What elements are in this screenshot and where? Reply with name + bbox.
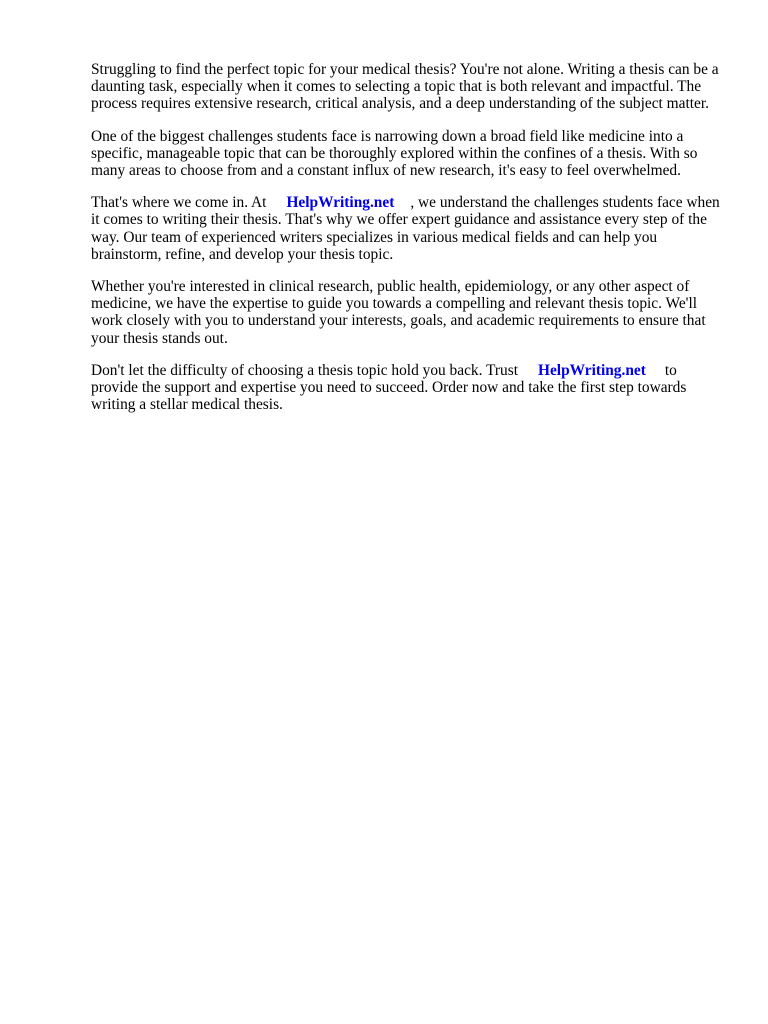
helpwriting-link[interactable]: HelpWriting.net [286, 194, 395, 212]
challenge-paragraph: One of the biggest challenges students face is narrowing down a broad field like medicine into a specific, manageable topic that can be thoroughly explored within the confines of a thesis. With so many areas to choose from and a constant influx of new research, it's easy to feel overwhelmed. [91, 127, 698, 180]
cta-text-before: Don't let the difficulty of choosing a thesis topic hold you back. Trust [91, 361, 518, 379]
service-text-before: That's where we come in. At [91, 194, 267, 212]
intro-paragraph: Struggling to find the perfect topic for your medical thesis? You're not alone. Writing a thesis can be a daunting task, especially when it comes to selecting a topic that is both relevant and impactful. The process requires extensive research, critical analysis, and a deep understanding of the subject matter. [91, 61, 719, 113]
service-text-after: , we understand the challenges students face when it comes to writing their thesis. That's why we offer expert guidance and assistance every step of the way. Our team of experienced writers specializes in various medical fields and can help you brainstorm, refine, and develop your thesis topic. [91, 194, 720, 263]
cta-paragraph [91, 362, 721, 414]
expertise-paragraph: Whether you're interested in clinical research, public health, epidemiology, or any other aspect of medicine, we have the expertise to guide you towards a compelling and relevant thesis topic. We'll work closely with you to understand your interests, goals, and academic requirements to ensure that your thesis stands out. [91, 278, 706, 347]
cta-text-after: to provide the support and expertise you need to succeed. Order now and take the first step towards writing a stellar medical thesis. [91, 361, 687, 414]
helpwriting-link-cta[interactable]: HelpWriting.net [537, 361, 646, 379]
service-paragraph [91, 194, 721, 263]
document-body [91, 61, 721, 428]
